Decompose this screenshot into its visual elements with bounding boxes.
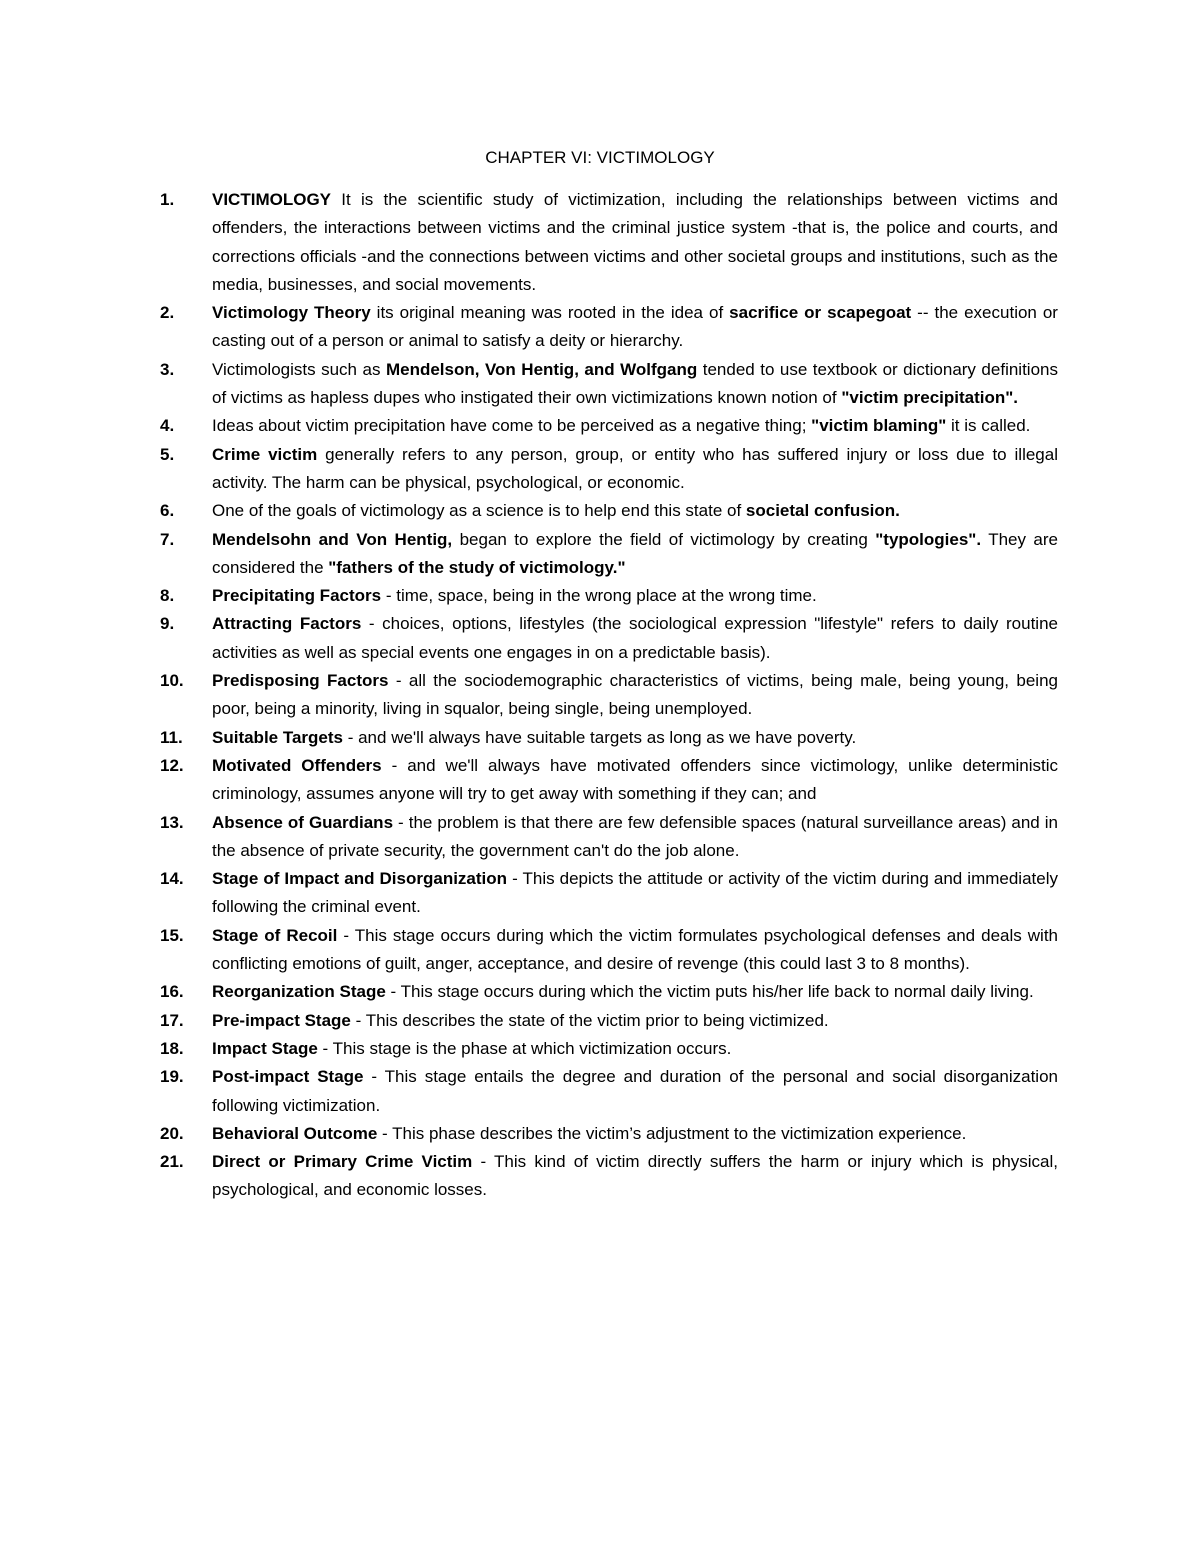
- page-title: CHAPTER VI: VICTIMOLOGY: [485, 148, 715, 167]
- body-text: - This stage occurs during which the victim puts his/her life back to normal daily living.: [385, 982, 1034, 1002]
- list-item: [160, 497, 1058, 525]
- list-item-number: 1.: [160, 190, 175, 209]
- list-item-number: 11.: [160, 727, 183, 747]
- list-item-number: 19.: [160, 1067, 184, 1087]
- body-text: - This depicts the attitude or activity of the victim during and immediately following the criminal event.: [212, 869, 1058, 917]
- term-text: Suitable Targets: [212, 727, 343, 747]
- body-text: - and we'll always have motivated offenders since victimology, unlike deterministic criminology, assumes anyone will try to get away with something if they can; and: [212, 755, 1058, 804]
- term-text: societal confusion.: [745, 501, 900, 521]
- term-text: Precipitating Factors: [212, 586, 382, 606]
- body-text: One of the goals of victimology as a science is to help end this state of: [212, 501, 746, 521]
- term-text: Absence of Guardians: [212, 812, 394, 832]
- body-text: - This stage occurs during which the victim formulates psychological defenses and deals with conflicting emotions of guilt, anger, acceptance, and desire of revenge (this could last 3 to 8 months).: [212, 925, 1058, 974]
- list-item-number: 4.: [160, 416, 175, 436]
- term-text: Direct or Primary Crime Victim: [212, 1152, 473, 1172]
- term-text: "fathers of the study of victimology.": [328, 557, 626, 577]
- list-item-number: 2.: [160, 303, 175, 323]
- list-item: [160, 1063, 1058, 1120]
- list-item-number: 16.: [160, 982, 184, 1002]
- body-text: -- the execution or casting out of a person or animal to satisfy a deity or hierarchy.: [212, 303, 1058, 351]
- term-text: Mendelsohn and Von Hentig,: [212, 529, 453, 549]
- list-item: [160, 299, 1058, 356]
- list-item: [160, 978, 1058, 1006]
- term-text: Post-impact Stage: [212, 1067, 364, 1087]
- list-item-number: 17.: [160, 1010, 184, 1030]
- body-text: - This stage entails the degree and duration of the personal and social disorganization following victimization.: [212, 1067, 1058, 1115]
- list-item-number: 10.: [160, 671, 184, 691]
- list-item: [160, 582, 1058, 610]
- list-item-number: 20.: [160, 1123, 184, 1143]
- list-item-number: 21.: [160, 1152, 184, 1172]
- body-text: - choices, options, lifestyles (the sociological expression "lifestyle" refers to daily routine activities as well as special events one engages in on a predictable basis).: [212, 614, 1058, 662]
- term-text: Behavioral Outcome: [212, 1123, 378, 1143]
- list-item: [160, 922, 1058, 979]
- term-text: Motivated Offenders: [212, 755, 382, 775]
- term-text: Predisposing Factors: [212, 671, 389, 691]
- list-item-number: 7.: [160, 529, 175, 549]
- list-item: [160, 667, 1058, 724]
- list-item: [160, 412, 1058, 440]
- list-item: [160, 610, 1058, 667]
- body-text: began to explore the field of victimology by creating: [452, 529, 876, 549]
- term-text: VICTIMOLOGY: [212, 190, 331, 209]
- body-text: generally refers to any person, group, or entity who has suffered injury or loss due to illegal activity. The harm can be physical, psychological, or economic.: [212, 444, 1058, 492]
- list-item-number: 5.: [160, 444, 175, 464]
- body-text: - This describes the state of the victim prior to being victimized.: [350, 1010, 829, 1030]
- list-item: [160, 356, 1058, 413]
- term-text: Impact Stage: [212, 1038, 318, 1058]
- body-text: - all the sociodemographic characteristics of victims, being male, being young, being poor, being a minority, living in squalor, being single, being unemployed.: [212, 671, 1058, 719]
- term-text: Mendelson, Von Hentig, and Wolfgang: [385, 359, 698, 379]
- list-item-number: 12.: [160, 755, 184, 775]
- body-text: it is called.: [946, 416, 1031, 436]
- term-text: "victim blaming": [811, 416, 947, 436]
- body-text: - This stage is the phase at which victimization occurs.: [317, 1038, 732, 1058]
- body-text: They are considered the: [212, 529, 1059, 577]
- body-text: - time, space, being in the wrong place at the wrong time.: [381, 586, 817, 606]
- term-text: Reorganization Stage: [212, 982, 386, 1002]
- body-text: its original meaning was rooted in the idea of: [370, 303, 730, 323]
- list-item-number: 14.: [160, 869, 184, 889]
- numbered-list: [160, 186, 1058, 1205]
- body-text: - and we'll always have suitable targets as long as we have poverty.: [343, 727, 857, 747]
- list-item: [160, 1007, 1058, 1035]
- body-text: Victimologists such as: [212, 359, 386, 379]
- term-text: "typologies".: [875, 529, 982, 549]
- term-text: Crime victim: [212, 444, 318, 464]
- term-text: Attracting Factors: [212, 614, 362, 634]
- list-item: [160, 1120, 1058, 1148]
- list-item-number: 15.: [160, 925, 184, 945]
- body-text: tended to use textbook or dictionary definitions of victims as hapless dupes who instigated their own victimizations known notion of: [212, 359, 1058, 408]
- list-item-number: 3.: [160, 359, 175, 379]
- list-item-number: 8.: [160, 586, 175, 606]
- term-text: Stage of Impact and Disorganization: [212, 869, 508, 889]
- list-item: [160, 752, 1058, 809]
- term-text: sacrifice or scapegoat: [729, 303, 912, 323]
- list-item-number: 9.: [160, 614, 175, 634]
- term-text: "victim precipitation".: [841, 388, 1019, 408]
- body-text: Ideas about victim precipitation have come to be perceived as a negative thing;: [212, 416, 812, 436]
- list-item: [160, 865, 1058, 922]
- body-text: It is the scientific study of victimization, including the relationships between victims and offenders, the interactions between victims and the criminal justice system -that is, the police and courts, and corrections officials -and the connections between victims and other societal groups and institutions, such as the media, businesses, and social movements.: [212, 190, 1058, 294]
- list-item: [160, 526, 1058, 583]
- term-text: Victimology Theory: [212, 303, 371, 323]
- body-text: - This kind of victim directly suffers the harm or injury which is physical, psychological, and economic losses.: [212, 1152, 1059, 1200]
- list-item-number: 6.: [160, 501, 175, 521]
- list-item-number: 18.: [160, 1038, 184, 1058]
- term-text: Pre-impact Stage: [212, 1010, 351, 1030]
- body-text: - the problem is that there are few defensible spaces (natural surveillance areas) and in the absence of private security, the government can't do the job alone.: [212, 812, 1058, 860]
- body-text: - This phase describes the victim’s adjustment to the victimization experience.: [377, 1123, 967, 1143]
- list-item: [160, 186, 1058, 299]
- list-item: [160, 1148, 1058, 1205]
- list-item: [160, 1035, 1058, 1063]
- list-item: [160, 809, 1058, 866]
- list-item: [160, 724, 1058, 752]
- list-item-number: 13.: [160, 812, 184, 832]
- list-item: [160, 441, 1058, 498]
- term-text: Stage of Recoil: [212, 925, 338, 945]
